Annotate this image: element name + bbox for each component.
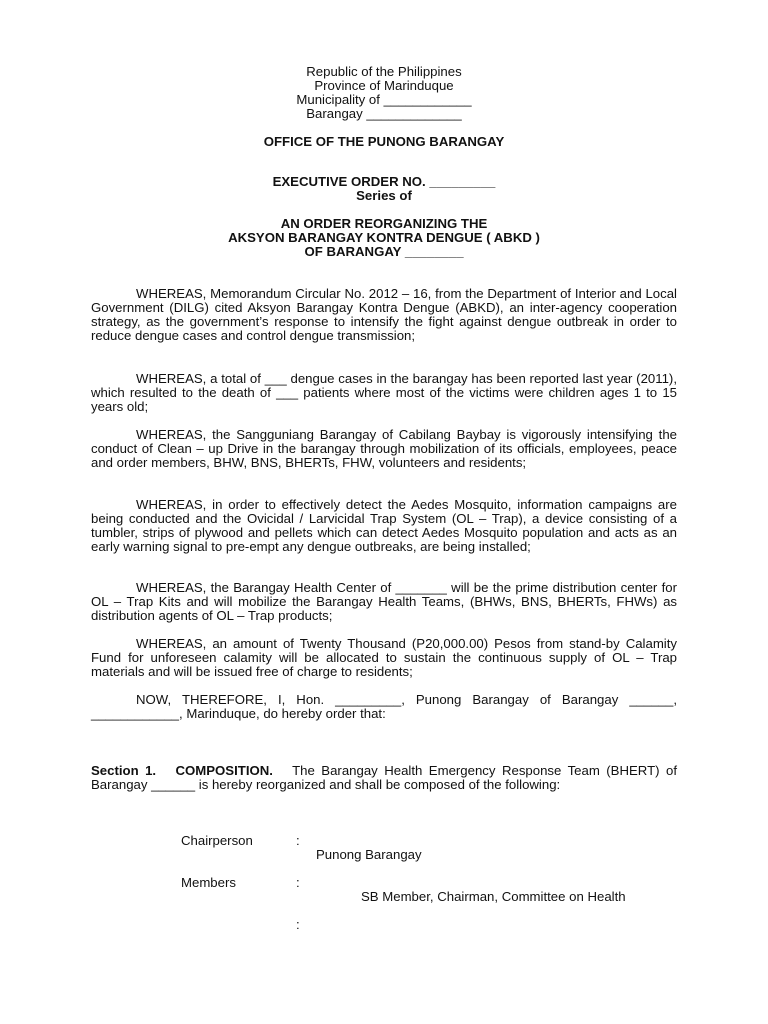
office-title: OFFICE OF THE PUNONG BARANGAY	[263, 134, 505, 149]
whereas-paragraph-5: WHEREAS, the Barangay Health Center of _______ will be the prime distribution center for OL – Trap Kits and will mobilize the Barangay Health Teams, (BHWs, BNS, BHERTs, FHWs) as distribution agents of OL – Trap products;	[91, 580, 677, 623]
members-label: Members	[181, 875, 236, 890]
header-republic: Republic of the Philippines	[306, 64, 462, 79]
whereas-paragraph-1: WHEREAS, Memorandum Circular No. 2012 – 16, from the Department of Interior and Local Government (DILG) cited Aksyon Barangay Kontra Dengue (ABKD), an inter-agency cooperation strategy, as the government’s response to intensify the fight against dengue outbreak in order to reduce dengue cases and control dengue transmission;	[91, 286, 677, 343]
section-1-text: The Barangay Health Emergency Response Team (BHERT) of Barangay ______ is hereby reorganized and shall be composed of the following:	[91, 763, 677, 792]
section-1-composition	[91, 764, 677, 792]
whereas-paragraph-4: WHEREAS, in order to effectively detect the Aedes Mosquito, information campaigns are being conducted and the Ovicidal / Larvicidal Trap System (OL – Trap), a device consisting of a tumbler, strips of plywood and pellets which can detect Aedes Mosquito population and acts as an early warning signal to pre-empt any dengue outbreaks, are being installed;	[91, 497, 677, 554]
header-municipality: Municipality of ____________	[296, 92, 472, 107]
chairperson-value: Punong Barangay	[316, 847, 422, 862]
order-title-line-3: OF BARANGAY ________	[304, 244, 464, 259]
chairperson-colon: :	[296, 833, 300, 848]
header-province: Province of Marinduque	[314, 78, 454, 93]
header-barangay: Barangay _____________	[306, 106, 462, 121]
member-sb-health: SB Member, Chairman, Committee on Health	[361, 889, 626, 904]
order-title-line-1: AN ORDER REORGANIZING THE	[280, 216, 488, 231]
whereas-paragraph-6: WHEREAS, an amount of Twenty Thousand (P20,000.00) Pesos from stand-by Calamity Fund for unforeseen calamity will be allocated to sustain the continuous supply of OL – Trap materials and will be issued free of charge to residents;	[91, 636, 677, 679]
whereas-paragraph-2: WHEREAS, a total of ___ dengue cases in the barangay has been reported last year (2011), which resulted to the death of ___ patients where most of the victims were children ages 1 to 15 years old;	[91, 371, 677, 414]
members-colon: :	[296, 875, 300, 890]
now-therefore-paragraph: NOW, THEREFORE, I, Hon. _________, Punong Barangay of Barangay ______, ____________, Marinduque, do hereby order that:	[91, 692, 677, 721]
series-line: Series of	[356, 188, 412, 203]
chairperson-label: Chairperson	[181, 833, 253, 848]
whereas-paragraph-3: WHEREAS, the Sangguniang Barangay of Cabilang Baybay is vigorously intensifying the conduct of Clean – up Drive in the barangay through mobilization of its officials, employees, peace and order members, BHW, BNS, BHERTs, FHW, volunteers and residents;	[91, 427, 677, 470]
order-title-line-2: AKSYON BARANGAY KONTRA DENGUE ( ABKD )	[228, 230, 540, 245]
member-colon-2: :	[296, 917, 300, 932]
section-1-heading: Section 1. COMPOSITION.	[91, 763, 273, 778]
executive-order-number: EXECUTIVE ORDER NO. _________	[272, 174, 496, 189]
